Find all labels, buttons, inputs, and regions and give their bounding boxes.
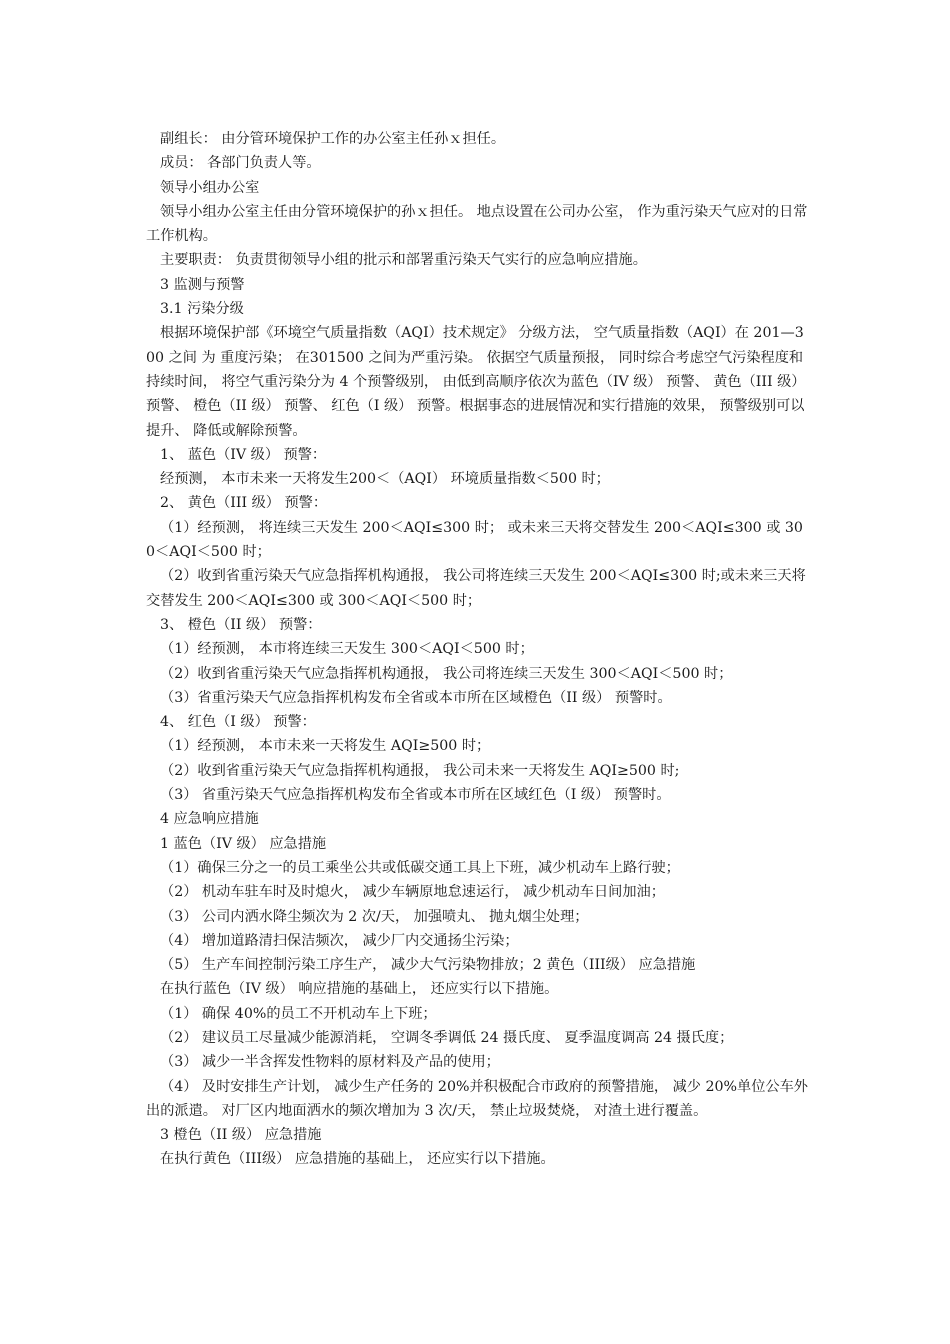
list-item: （2） 建议员工尽量减少能源消耗， 空调冬季调低 24 摄氏度、 夏季温度调高 24 摄氏度； [160,1029,734,1046]
list-item: （2）收到省重污染天气应急指挥机构通报， 我公司将连续三天发生 200＜AQI≤300 时;或未来三天将交替发生 200＜AQI≤300 或 300＜AQI＜500 时； [146,568,806,609]
list-item: （1）经预测， 本市将连续三天发生 300＜AQI＜500 时； [160,641,534,658]
paragraph-members: 成员： 各部门负责人等。 [160,155,321,172]
subsection-heading-pollution-grading: 3.1 污染分级 [160,301,244,318]
list-item: （5） 生产车间控制污染工序生产， 减少大气污染物排放；2 黄色（III级） 应急措施 [160,957,696,974]
list-item: （4） 增加道路清扫保洁频次， 减少厂内交通扬尘污染； [160,932,519,949]
item-heading-red-warning: 4、 红色（I 级） 预警： [160,714,316,731]
list-item: （3） 省重污染天气应急指挥机构发布全省或本市所在区域红色（I 级） 预警时。 [160,787,671,804]
paragraph-orange-intro: 在执行黄色（III级） 应急措施的基础上， 还应实行以下措施。 [160,1151,555,1168]
list-item: （1）经预测， 本市未来一天将发生 AQI≥500 时； [160,738,491,755]
list-item: （2） 机动车驻车时及时熄火， 减少车辆原地怠速运行， 减少机动车日间加油； [160,884,665,901]
list-item: （4） 及时安排生产计划， 减少生产任务的 20%并积极配合市政府的预警措施， 减少 20%单位公车外出的派遣。 对厂区内地面洒水的频次增加为 3 次/天， 禁止垃圾焚烧， 对渣土进行覆盖。 [146,1078,808,1119]
item-heading-yellow-warning: 2、 黄色（III 级） 预警： [160,495,328,512]
paragraph-office-heading: 领导小组办公室 [160,179,260,196]
subsection-heading-orange-measures: 3 橙色（II 级） 应急措施 [160,1127,322,1144]
paragraph-yellow-intro: 在执行蓝色（IV 级） 响应措施的基础上， 还应实行以下措施。 [160,981,559,998]
paragraph-deputy-leader: 副组长： 由分管环境保护工作的办公室主任孙ｘ担任。 [160,131,506,147]
item-heading-orange-warning: 3、 橙色（II 级） 预警： [160,616,322,633]
document-body [146,127,810,1172]
paragraph-main-duties: 主要职责： 负责贯彻领导小组的批示和部署重污染天气实行的应急响应措施。 [160,252,647,269]
list-item: （2）收到省重污染天气应急指挥机构通报， 我公司未来一天将发生 AQI≥500 时; [160,762,680,779]
item-heading-blue-warning: 1、 蓝色（IV 级） 预警： [160,446,327,463]
section-heading-emergency-response: 4 应急响应措施 [160,811,259,828]
section-heading-monitoring: 3 监测与预警 [160,276,245,293]
list-item: （2）收到省重污染天气应急指挥机构通报， 我公司将连续三天发生 300＜AQI＜500 时； [160,665,733,682]
list-item: （3）省重污染天气应急指挥机构发布全省或本市所在区域橙色（II 级） 预警时。 [160,689,672,706]
list-item: （3） 减少一半含挥发性物料的原材料及产品的使用； [160,1054,500,1071]
list-item: （1） 确保 40%的员工不开机动车上下班； [160,1005,437,1022]
list-item: （3） 公司内洒水降尘频次为 2 次/天， 加强喷丸、 抛丸烟尘处理； [160,908,589,925]
list-item: （1）经预测， 将连续三天发生 200＜AQI≤300 时； 或未来三天将交替发生 200＜AQI≤300 或 300＜AQI＜500 时； [146,519,803,561]
paragraph-grading-description: 根据环境保护部《环境空气质量指数（AQI）技术规定》 分级方法， 空气质量指数（AQI）在 201—300 之间 为 重度污染； 在301500 之间为严重污染。 依据空气质量预报， 同时综合考虑空气污染程度和持续时间， 将空气重污染分为 4 个预警级别， 由低到高顺序依次为蓝色（IV 级） 预警、 黄色（III 级） 预警、 橙色（II 级） 预警、 红色（I 级） 预警。根据事态的进展情况和实行措施的效果， 预警级别可以提升、 降低或解除预警。 [146,325,806,439]
list-item: 经预测， 本市未来一天将发生200＜（AQI） 环境质量指数＜500 时； [160,471,610,488]
list-item: （1）确保三分之一的员工乘坐公共或低碳交通工具上下班，减少机动车上路行驶； [160,859,680,876]
paragraph-office-director: 领导小组办公室主任由分管环境保护的孙ｘ担任。 地点设置在公司办公室， 作为重污染天气应对的日常工作机构。 [146,203,808,245]
subsection-heading-blue-measures: 1 蓝色（IV 级） 应急措施 [160,835,327,852]
